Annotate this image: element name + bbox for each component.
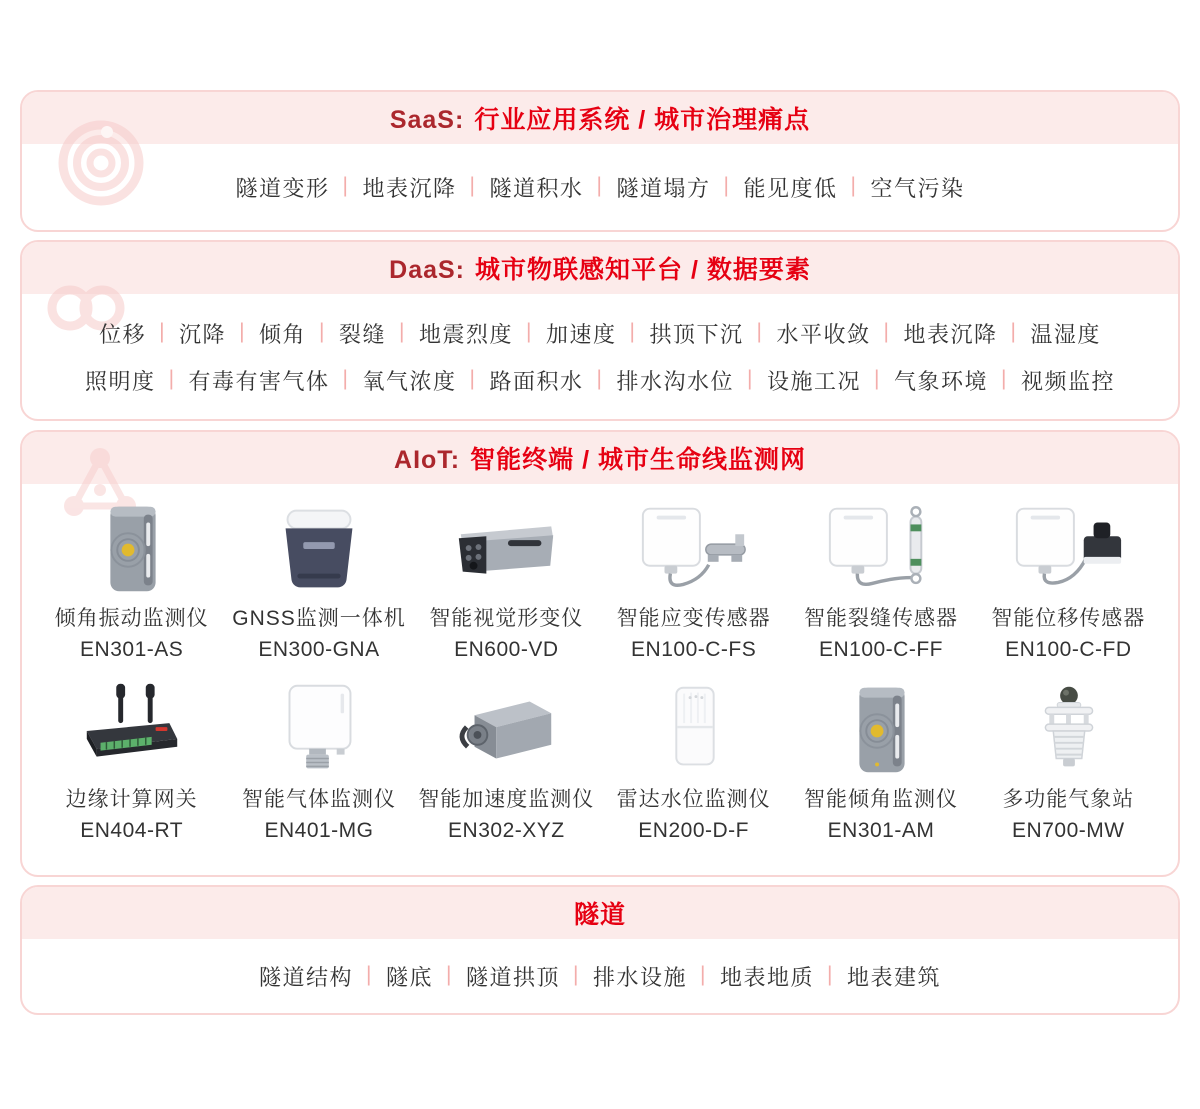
item-divider: | <box>342 367 350 390</box>
product-card <box>600 484 787 665</box>
aiot-products-row-2 <box>22 665 1178 846</box>
item-chip: 排水设施 <box>592 964 687 990</box>
product-name: 边缘计算网关 <box>65 788 198 811</box>
item-divider: | <box>826 963 834 986</box>
panel-aiot <box>20 430 1180 877</box>
item-divider: | <box>596 174 604 197</box>
product-card <box>413 665 600 846</box>
product-model: EN100-C-FS <box>631 638 757 661</box>
product-name: GNSS监测一体机 <box>232 607 406 630</box>
item-chip: 水平收敛 <box>776 321 871 347</box>
product-model: EN600-VD <box>454 638 559 661</box>
radar-water-level-icon <box>635 679 753 779</box>
product-card <box>975 484 1162 665</box>
saas-title-prefix: SaaS: <box>389 106 465 134</box>
saas-items-row <box>236 172 965 203</box>
product-card <box>225 665 412 846</box>
item-chip: 隧底 <box>386 964 434 990</box>
item-chip: 温湿度 <box>1030 321 1101 347</box>
item-chip: 隧道塌方 <box>616 175 711 201</box>
item-chip: 隧道积水 <box>489 175 584 201</box>
daas-title <box>389 250 811 286</box>
item-chip: 地表沉降 <box>903 321 998 347</box>
item-chip: 地表沉降 <box>362 175 457 201</box>
displacement-sensor-icon <box>1009 498 1127 598</box>
item-chip: 地震烈度 <box>419 321 514 347</box>
aiot-products-row-1 <box>22 484 1178 665</box>
daas-header <box>22 242 1178 294</box>
daas-title-prefix: DaaS: <box>389 256 466 284</box>
item-chip: 隧道拱顶 <box>466 964 561 990</box>
panel-tunnel <box>20 885 1180 1015</box>
item-chip: 氧气浓度 <box>362 368 457 394</box>
item-divider: | <box>399 320 406 343</box>
product-name: 智能应变传感器 <box>616 607 771 630</box>
edge-gateway-icon <box>73 679 191 779</box>
item-chip: 裂缝 <box>339 321 387 347</box>
product-model: EN302-XYZ <box>448 819 565 842</box>
item-chip: 隧道结构 <box>259 964 354 990</box>
item-divider: | <box>1010 320 1018 343</box>
product-name: 多功能气象站 <box>1002 788 1135 811</box>
tilt-vibration-sensor-icon <box>73 498 191 598</box>
vision-camera-icon <box>447 498 565 598</box>
item-divider: | <box>239 320 247 343</box>
item-chip: 地表建筑 <box>846 964 941 990</box>
item-divider: | <box>159 320 167 343</box>
daas-items-row-2 <box>85 365 1115 396</box>
item-chip: 有毒有害气体 <box>188 368 330 394</box>
product-model: EN401-MG <box>264 819 374 842</box>
saas-title <box>390 100 810 136</box>
product-name: 智能裂缝传感器 <box>803 607 958 630</box>
item-divider: | <box>747 367 754 390</box>
product-card <box>38 484 225 665</box>
gnss-receiver-icon <box>260 498 378 598</box>
product-name: 雷达水位监测仪 <box>616 788 771 811</box>
item-chip: 排水沟水位 <box>616 368 734 394</box>
product-model: EN700-MW <box>1012 819 1125 842</box>
tunnel-header <box>22 887 1178 939</box>
item-divider: | <box>446 963 453 986</box>
item-divider: | <box>883 320 891 343</box>
daas-title-rest: 城市物联感知平台 / 数据要素 <box>475 256 811 284</box>
item-chip: 拱顶下沉 <box>649 321 744 347</box>
item-chip: 气象环境 <box>893 368 988 394</box>
product-model: EN404-RT <box>80 819 184 842</box>
item-divider: | <box>319 320 327 343</box>
item-chip: 倾角 <box>259 321 307 347</box>
item-divider: | <box>700 963 707 986</box>
item-divider: | <box>873 367 881 390</box>
crack-sensor-icon <box>822 498 940 598</box>
item-chip: 视频监控 <box>1020 368 1115 394</box>
product-card <box>787 665 974 846</box>
product-card <box>600 665 787 846</box>
item-chip: 沉降 <box>179 321 227 347</box>
item-chip: 能见度低 <box>743 175 838 201</box>
panel-saas <box>20 90 1180 232</box>
strain-sensor-icon <box>635 498 753 598</box>
item-chip: 路面积水 <box>489 368 584 394</box>
item-divider: | <box>342 174 350 197</box>
item-divider: | <box>629 320 637 343</box>
product-model: EN300-GNA <box>258 638 380 661</box>
product-name: 智能位移传感器 <box>991 607 1146 630</box>
aiot-title-rest: 智能终端 / 城市生命线监测网 <box>470 446 806 474</box>
item-chip: 空气污染 <box>870 175 965 201</box>
item-divider: | <box>469 367 477 390</box>
product-name: 智能视觉形变仪 <box>429 607 584 630</box>
product-card <box>787 484 974 665</box>
item-divider: | <box>168 367 176 390</box>
item-chip: 照明度 <box>85 368 156 394</box>
product-model: EN301-AS <box>80 638 184 661</box>
aiot-title <box>394 440 806 476</box>
product-name: 智能气体监测仪 <box>241 788 396 811</box>
tilt-monitor-icon <box>822 679 940 779</box>
saas-header <box>22 92 1178 144</box>
gas-monitor-icon <box>260 679 378 779</box>
item-divider: | <box>573 963 580 986</box>
item-chip: 地表地质 <box>719 964 814 990</box>
product-name: 智能倾角监测仪 <box>803 788 958 811</box>
weather-station-icon <box>1009 679 1127 779</box>
item-divider: | <box>596 367 604 390</box>
aiot-title-prefix: AIoT: <box>394 446 461 474</box>
item-chip: 隧道变形 <box>235 175 330 201</box>
product-model: EN301-AM <box>827 819 935 842</box>
product-name: 倾角振动监测仪 <box>54 607 209 630</box>
product-model: EN200-D-F <box>638 819 749 842</box>
tunnel-title: 隧道 <box>573 901 626 929</box>
item-divider: | <box>469 174 477 197</box>
product-model: EN100-C-FD <box>1005 638 1132 661</box>
accelerometer-icon <box>447 679 565 779</box>
panel-daas <box>20 240 1180 421</box>
item-chip: 设施工况 <box>766 368 861 394</box>
item-divider: | <box>723 174 731 197</box>
tunnel-items-row <box>259 961 941 992</box>
product-card <box>38 665 225 846</box>
item-divider: | <box>1000 367 1008 390</box>
product-card <box>975 665 1162 846</box>
item-divider: | <box>756 320 764 343</box>
product-card <box>413 484 600 665</box>
product-card <box>225 484 412 665</box>
item-chip: 加速度 <box>545 321 617 347</box>
aiot-header <box>22 432 1178 484</box>
item-divider: | <box>850 174 858 197</box>
saas-title-rest: 行业应用系统 / 城市治理痛点 <box>474 106 811 134</box>
product-name: 智能加速度监测仪 <box>418 788 595 811</box>
product-model: EN100-C-FF <box>818 638 943 661</box>
item-divider: | <box>366 963 374 986</box>
item-chip: 位移 <box>99 321 147 347</box>
item-divider: | <box>526 320 533 343</box>
daas-items-row-1 <box>99 318 1101 349</box>
